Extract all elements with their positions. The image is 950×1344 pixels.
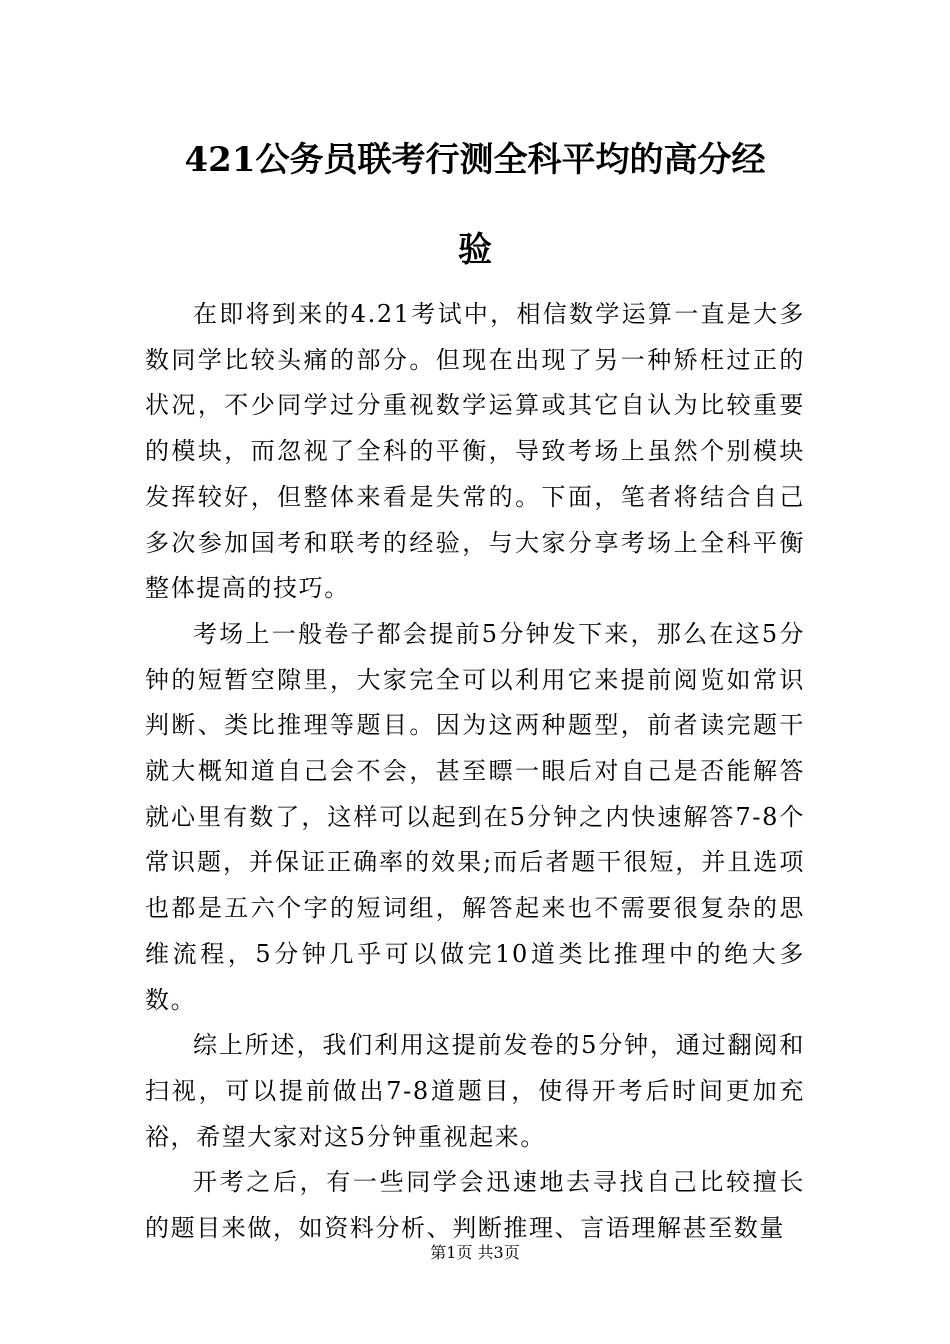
paragraph-1: 在即将到来的4.21考试中，相信数学运算一直是大多数同学比较头痛的部分。但现在出现了另一种矫枉过正的状况，不少同学过分重视数学运算或其它自认为比较重要的模块，而忽视了全科的平衡，导致考场上虽然个别模块发挥较好，但整体来看是失常的。下面，笔者将结合自己多次参加国考和联考的经验，与大家分享考场上全科平衡整体提高的技巧。: [145, 300, 805, 603]
page-footer: 第1页 共3页: [430, 1243, 520, 1262]
document-body: [145, 292, 805, 1252]
document-title-line-1: 421公务员联考行测全科平均的高分经: [184, 140, 766, 180]
paragraph-2: 考场上一般卷子都会提前5分钟发下来，那么在这5分钟的短暂空隙里，大家完全可以利用它来提前阅览如常识判断、类比推理等题目。因为这两种题型，前者读完题干就大概知道自己会不会，甚至瞟一眼后对自己是否能解答就心里有数了，这样可以起到在5分钟之内快速解答7-8个常识题，并保证正确率的效果;而后者题干很短，并且选项也都是五六个字的短词组，解答起来也不需要很复杂的思维流程，5分钟几乎可以做完10道类比推理中的绝大多数。: [145, 619, 805, 1014]
paragraph-4: 开考之后，有一些同学会迅速地去寻找自己比较擅长的题目来做，如资料分析、判断推理、言语理解甚至数量: [145, 1168, 805, 1243]
document-title-line-2: 验: [458, 230, 492, 270]
paragraph-3: 综上所述，我们利用这提前发卷的5分钟，通过翻阅和扫视，可以提前做出7-8道题目，使得开考后时间更加充裕，希望大家对这5分钟重视起来。: [145, 1031, 805, 1151]
